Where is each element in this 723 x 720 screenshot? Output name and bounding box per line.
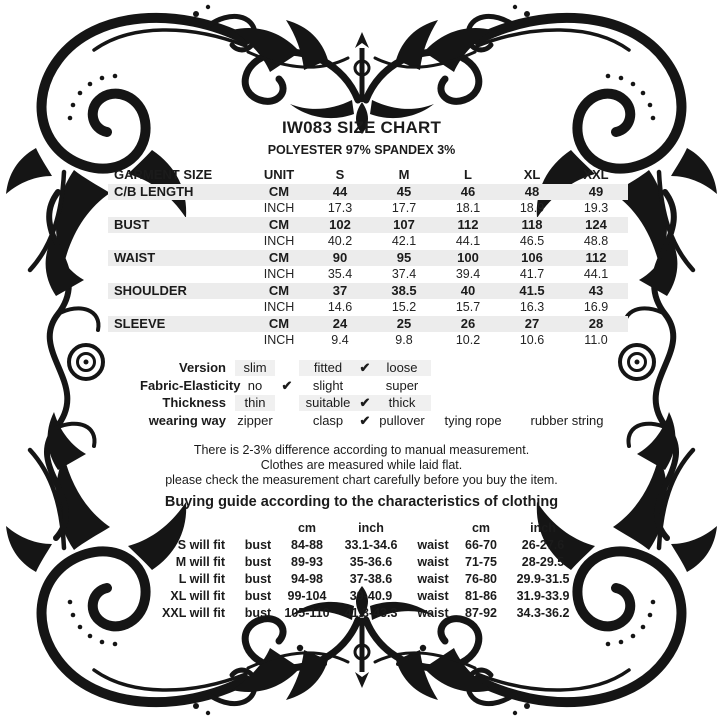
unit-cell: INCH (263, 300, 295, 315)
value-cell: 28 (588, 315, 604, 331)
fit-inch-value: 33.1-34.6 (344, 538, 398, 552)
value-cell: 42.1 (391, 234, 417, 249)
note-line: Clothes are measured while laid flat. (260, 457, 463, 472)
attribute-label: Fabric-Elasticity (140, 377, 241, 393)
value-cell: 9.8 (395, 333, 413, 348)
value-cell: 15.2 (391, 300, 417, 315)
attribute-row (140, 395, 723, 413)
fit-size-label: L will fit (178, 572, 225, 586)
note-line: please check the measurement chart carefully before you buy the item. (165, 472, 558, 487)
value-cell: 112 (457, 216, 479, 232)
fit-cm-value: 81-86 (465, 589, 497, 603)
attribute-label: wearing way (148, 412, 226, 428)
value-cell: 10.2 (455, 333, 481, 348)
value-cell: 48.8 (583, 234, 609, 249)
fit-table-row (140, 571, 723, 588)
size-col-header: S (335, 167, 345, 183)
value-cell: 44.1 (455, 234, 481, 249)
fit-inch-value: 41.3-43.3 (344, 606, 398, 620)
fit-measure: waist (417, 572, 449, 586)
size-table (108, 167, 628, 349)
value-cell: 35.4 (327, 267, 353, 282)
fit-table-row (140, 554, 723, 571)
measure-label: BUST (114, 216, 150, 232)
size-table-row (108, 217, 628, 234)
unit-cell: INCH (263, 201, 295, 216)
fit-inch-value: 26-27.6 (521, 538, 565, 552)
attribute-option: pullover (379, 412, 425, 428)
value-cell: 10.6 (519, 333, 545, 348)
value-cell: 40.2 (327, 234, 353, 249)
size-table-row (108, 250, 628, 267)
unit-cell: CM (268, 216, 290, 232)
fit-cm-value: 84-88 (291, 538, 323, 552)
value-cell: 16.9 (583, 300, 609, 315)
fit-col-header: inch (530, 521, 556, 535)
value-cell: 27 (524, 315, 540, 331)
size-table-row (108, 266, 628, 283)
value-cell: 102 (329, 216, 351, 232)
fit-size-label: XXL will fit (162, 606, 225, 620)
fit-cm-value: 87-92 (465, 606, 497, 620)
fit-size-label: M will fit (175, 555, 225, 569)
size-col-header: XL (523, 167, 541, 183)
value-cell: 17.3 (327, 201, 353, 216)
attributes-table (140, 360, 723, 430)
fit-col-header: inch (358, 521, 384, 535)
value-cell: 14.6 (327, 300, 353, 315)
unit-cell: CM (268, 282, 290, 298)
value-cell: 39.4 (455, 267, 481, 282)
value-cell: 41.7 (519, 267, 545, 282)
value-cell: 24 (332, 315, 348, 331)
value-cell: 37 (332, 282, 348, 298)
fit-inch-value: 39-40.9 (349, 589, 393, 603)
value-cell: 45 (396, 183, 412, 199)
fit-cm-value: 66-70 (465, 538, 497, 552)
fit-cm-value: 99-104 (287, 589, 327, 603)
fit-cm-value: 89-93 (291, 555, 323, 569)
fit-table (140, 520, 723, 622)
value-cell: 106 (521, 249, 543, 265)
fit-table-rows (140, 537, 723, 622)
fit-measure: bust (244, 572, 272, 586)
value-cell: 48 (524, 183, 540, 199)
attribute-option: slim (235, 360, 275, 376)
size-table-row (108, 299, 628, 316)
value-cell: 17.7 (391, 201, 417, 216)
size-col-header: GARMENT SIZE (114, 167, 213, 183)
attribute-option: super (385, 377, 419, 393)
value-cell: 9.4 (331, 333, 349, 348)
fit-table-row (140, 537, 723, 554)
fit-inch-value: 31.9-33.9 (516, 589, 570, 603)
unit-cell: CM (268, 249, 290, 265)
value-cell: 118 (521, 216, 543, 232)
unit-cell: INCH (263, 333, 295, 348)
unit-cell: CM (268, 183, 290, 199)
value-cell: 44.1 (583, 267, 609, 282)
fit-measure: waist (417, 555, 449, 569)
fit-inch-value: 28-29.5 (521, 555, 565, 569)
measure-label: SLEEVE (114, 315, 166, 331)
check-icon: ✔ (357, 395, 373, 411)
size-table-row (108, 283, 628, 300)
fit-measure: waist (417, 606, 449, 620)
value-cell: 100 (457, 249, 479, 265)
measure-label: WAIST (114, 249, 156, 265)
fit-cm-value: 105-110 (284, 606, 330, 620)
attribute-option: zipper (237, 412, 273, 428)
value-cell: 43 (588, 282, 604, 298)
value-cell: 107 (393, 216, 415, 232)
fit-inch-value: 35-36.6 (349, 555, 393, 569)
fit-inch-value: 37-38.6 (349, 572, 393, 586)
fit-inch-value: 29.9-31.5 (516, 572, 570, 586)
fit-measure: waist (417, 538, 449, 552)
fit-table-row (140, 588, 723, 605)
check-icon: ✔ (281, 377, 293, 393)
attribute-option: fitted (299, 360, 357, 376)
fit-cm-value: 71-75 (465, 555, 497, 569)
value-cell: 95 (396, 249, 412, 265)
unit-cell: INCH (263, 234, 295, 249)
fit-size-label: XL will fit (170, 589, 225, 603)
size-table-row (108, 233, 628, 250)
page-title: IW083 SIZE CHART (281, 118, 442, 137)
attribute-option: no (247, 377, 263, 393)
measurement-notes (0, 443, 723, 488)
value-cell: 46 (460, 183, 476, 199)
size-col-header: L (464, 167, 472, 183)
value-cell: 124 (585, 216, 607, 232)
size-col-header: UNIT (263, 167, 295, 183)
measure-label: SHOULDER (114, 282, 187, 298)
unit-cell: CM (268, 315, 290, 331)
attribute-option: thick (373, 395, 431, 411)
value-cell: 112 (585, 249, 607, 265)
size-col-header: M (398, 167, 410, 183)
attribute-row (140, 360, 723, 378)
fit-table-row (140, 605, 723, 622)
value-cell: 41.5 (519, 282, 545, 298)
fit-measure: bust (244, 538, 272, 552)
fit-size-label: S will fit (177, 538, 225, 552)
fit-measure: bust (244, 589, 272, 603)
note-line: There is 2-3% difference according to manual measurement. (193, 442, 530, 457)
fit-cm-value: 94-98 (291, 572, 323, 586)
attribute-option: thin (235, 395, 275, 411)
check-icon: ✔ (359, 412, 371, 428)
value-cell: 38.5 (391, 282, 417, 298)
size-table-rows (108, 184, 628, 349)
size-col-header: XXL (583, 167, 609, 183)
attribute-option: clasp (312, 412, 344, 428)
attribute-label: Thickness (162, 395, 226, 411)
size-table-header (108, 167, 628, 184)
value-cell: 90 (332, 249, 348, 265)
value-cell: 18.9 (519, 201, 545, 216)
fit-cm-value: 76-80 (465, 572, 497, 586)
attribute-option: slight (312, 377, 344, 393)
fit-table-header (140, 520, 723, 537)
fit-inch-value: 34.3-36.2 (516, 606, 570, 620)
fit-col-header: cm (471, 521, 491, 535)
fit-col-header: cm (297, 521, 317, 535)
size-table-row (108, 184, 628, 201)
attribute-label: Version (179, 360, 226, 376)
value-cell: 49 (588, 183, 604, 199)
attribute-row (140, 412, 723, 430)
size-table-row (108, 316, 628, 333)
check-icon: ✔ (357, 360, 373, 376)
attribute-row (140, 377, 723, 395)
size-table-row (108, 200, 628, 217)
value-cell: 16.3 (519, 300, 545, 315)
size-table-row (108, 332, 628, 349)
fit-measure: bust (244, 606, 272, 620)
attribute-option: loose (373, 360, 431, 376)
value-cell: 11.0 (584, 333, 608, 348)
value-cell: 19.3 (583, 201, 609, 216)
value-cell: 18.1 (455, 201, 481, 216)
fit-measure: bust (244, 555, 272, 569)
value-cell: 37.4 (391, 267, 417, 282)
buying-guide-title: Buying guide according to the characteristics of clothing (164, 493, 559, 510)
attribute-option: rubber string (530, 412, 604, 428)
unit-cell: INCH (263, 267, 295, 282)
attribute-option: tying rope (444, 412, 502, 428)
measure-label: C/B LENGTH (114, 183, 194, 199)
value-cell: 40 (460, 282, 476, 298)
value-cell: 46.5 (519, 234, 545, 249)
value-cell: 15.7 (455, 300, 481, 315)
value-cell: 26 (460, 315, 476, 331)
value-cell: 44 (332, 183, 348, 199)
fit-measure: waist (417, 589, 449, 603)
value-cell: 25 (396, 315, 412, 331)
fabric-composition: POLYESTER 97% SPANDEX 3% (267, 143, 456, 157)
attribute-option: suitable (299, 395, 357, 411)
